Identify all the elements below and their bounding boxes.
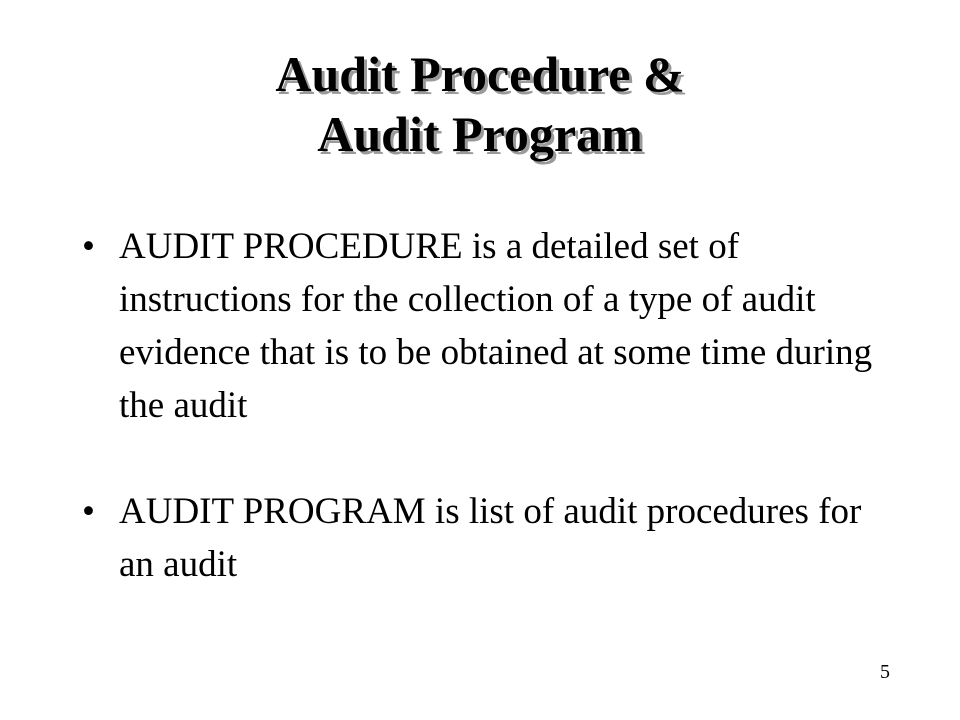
slide-title-line-2: Audit Program	[317, 106, 643, 162]
bullet-text: AUDIT PROCEDURE is a detailed set of instructions for the collection of a type of audit evidence that is to be obtained at some time during the audit	[119, 226, 873, 426]
bullet-marker: •	[82, 491, 95, 532]
bullet-marker: •	[82, 226, 95, 267]
bullet-list	[82, 220, 892, 591]
bullet-audit-procedure	[82, 220, 892, 432]
slide-title	[0, 44, 960, 164]
bullet-text: AUDIT PROGRAM is list of audit procedures for an audit	[119, 491, 862, 585]
bullet-audit-program	[82, 485, 892, 591]
page-number: 5	[880, 661, 890, 683]
slide-title-line-1: Audit Procedure &	[275, 46, 685, 102]
